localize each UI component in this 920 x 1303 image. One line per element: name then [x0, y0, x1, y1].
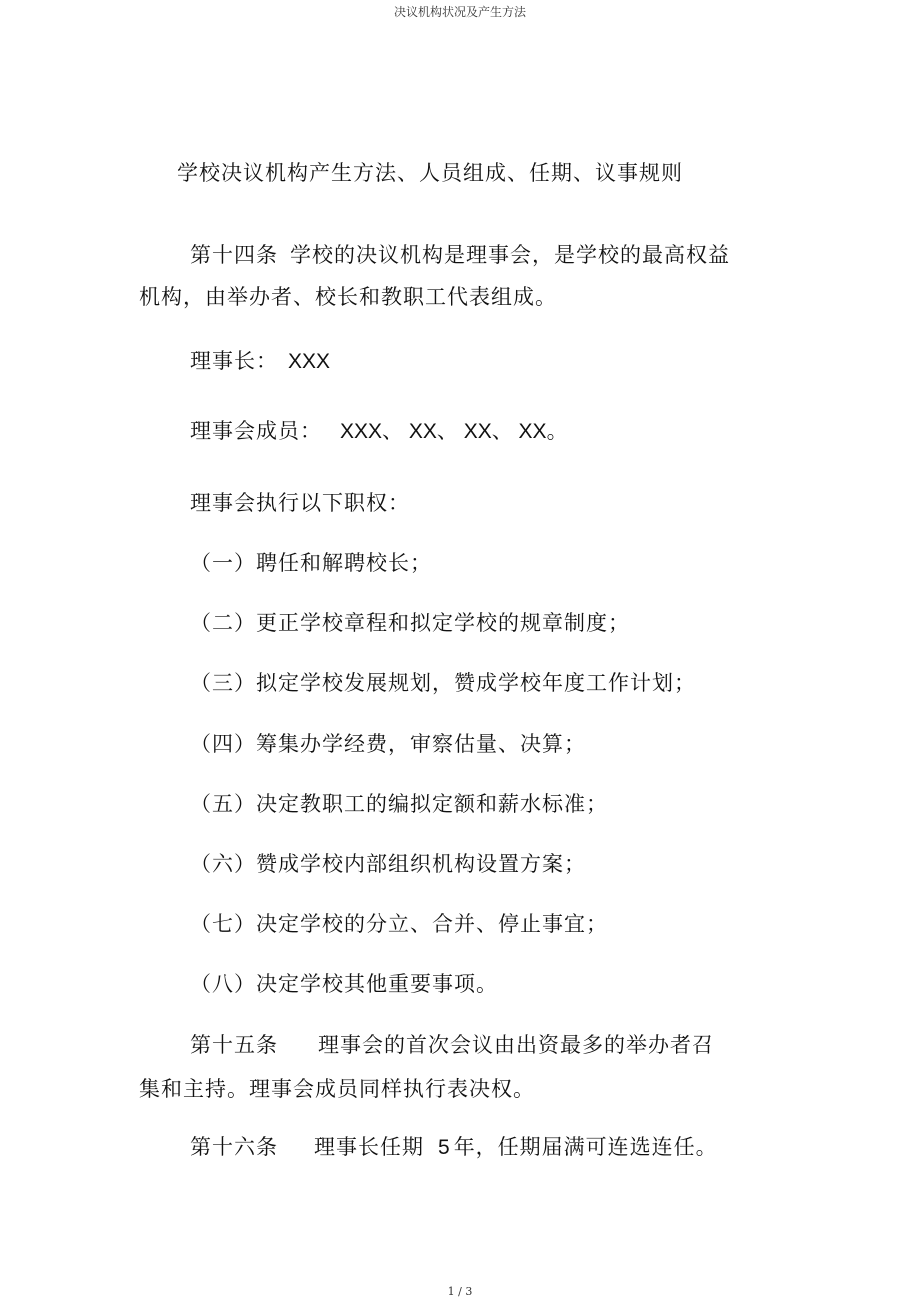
article-14-line-2: 机构，由举办者、校长和教职工代表组成。 — [139, 285, 557, 309]
article-14-label: 第十四条 — [190, 243, 278, 267]
power-item: （一）聘任和解聘校长； — [190, 551, 432, 575]
chairman-line — [190, 348, 330, 375]
article-16-line — [190, 1134, 718, 1161]
powers-intro: 理事会执行以下职权： — [190, 491, 410, 515]
article-16-label: 第十六条 — [190, 1135, 278, 1159]
power-item: （八）决定学校其他重要事项。 — [190, 972, 498, 996]
article-16-text-after: 年，任期届满可连选连任。 — [453, 1135, 718, 1159]
article-16-text-before: 理事长任期 — [314, 1135, 424, 1159]
power-item: （七）决定学校的分立、合并、停止事宜； — [190, 912, 608, 936]
running-header: 决议机构状况及产生方法 — [393, 5, 526, 19]
members-value: XXX、 XX、 XX、 XX。 — [340, 420, 568, 443]
article-15-line-1 — [190, 1032, 714, 1058]
members-label: 理事会成员： — [190, 419, 322, 443]
chairman-label: 理事长： — [190, 349, 278, 373]
power-item: （六）赞成学校内部组织机构设置方案； — [190, 852, 586, 876]
power-item: （四）筹集办学经费，审察估量、决算； — [190, 732, 586, 756]
chairman-value: XXX — [288, 350, 331, 373]
article-16-number: 5 — [438, 1136, 450, 1159]
power-item: （三）拟定学校发展规划，赞成学校年度工作计划； — [190, 671, 696, 695]
article-15-text-1: 理事会的首次会议由出资最多的举办者召 — [318, 1033, 714, 1057]
members-line — [190, 418, 568, 445]
document-title: 学校决议机构产生方法、人员组成、任期、议事规则 — [177, 161, 683, 185]
article-15-line-2: 集和主持。理事会成员同样执行表决权。 — [139, 1077, 535, 1101]
article-14-text-1: 学校的决议机构是理事会，是学校的最高权益 — [290, 243, 730, 267]
article-15-label: 第十五条 — [190, 1033, 278, 1057]
power-item: （五）决定教职工的编拟定额和薪水标准； — [190, 792, 608, 816]
page-indicator: 1 / 3 — [447, 1285, 473, 1298]
article-14-line-1 — [190, 242, 730, 268]
power-item: （二）更正学校章程和拟定学校的规章制度； — [190, 611, 630, 635]
